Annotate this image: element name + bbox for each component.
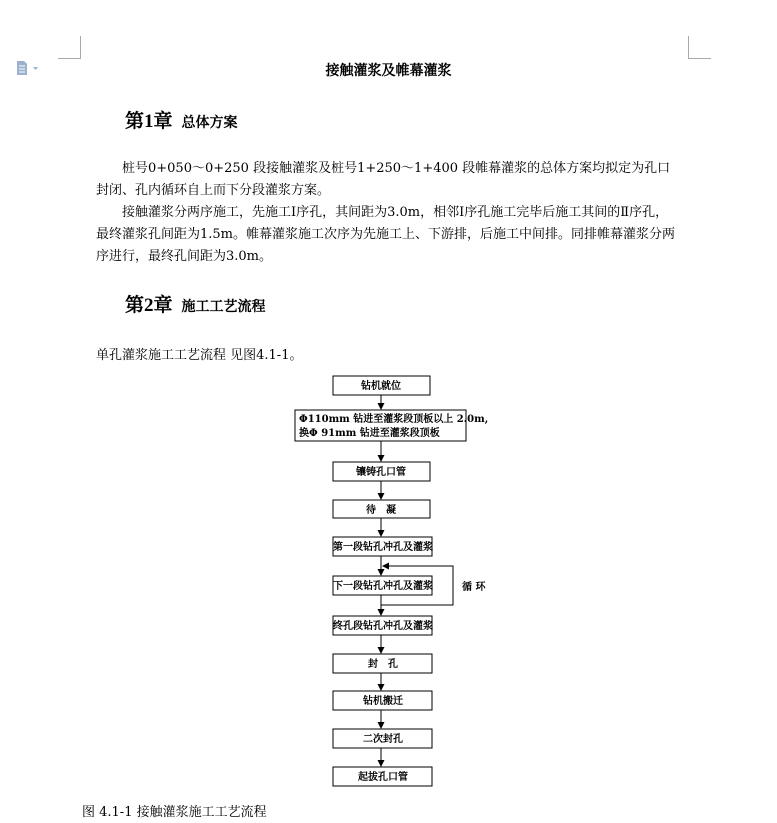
flow-label-final-stage: 终孔段钻孔冲孔及灌浆 <box>333 621 433 632</box>
chapter-1-name: 总体方案 <box>181 115 238 131</box>
chapter-2-intro: 单孔灌浆施工工艺流程 见图4.1-1。 <box>96 348 303 363</box>
chapter-1-number: 第1章 <box>125 111 173 132</box>
flow-label-second-seal: 二次封孔 <box>363 734 403 745</box>
flow-label-first-stage: 第一段钻孔冲孔及灌浆 <box>333 542 433 553</box>
document-title: 接触灌浆及帷幕灌浆 <box>325 63 452 79</box>
chapter-2-name: 施工工艺流程 <box>181 299 266 315</box>
flow-label-drilling-1: Φ110mm 钻进至灌浆段顶板以上 2.0m, <box>299 414 489 425</box>
paragraph-sequence: 接触灌浆分两序施工，先施工Ⅰ序孔，其间距为3.0m，相邻Ⅰ序孔施工完毕后施工其间的Ⅱ序孔，最终灌浆孔间距为1.5m。帷幕灌浆施工次序为先施工上、下游排，后施工中间排。同排帷幕灌浆分两序进行，最终孔间距为3.0m。 <box>96 205 676 264</box>
flow-label-rig-setup: 钻机就位 <box>361 381 401 392</box>
figure-caption: 图 4.1-1 接触灌浆施工工艺流程 <box>82 805 267 820</box>
flow-label-install-pipe: 镶铸孔口管 <box>356 467 406 478</box>
flow-label-pull-pipe: 起拔孔口管 <box>358 772 408 783</box>
flow-label-loop: 循 环 <box>462 582 486 593</box>
chapter-2-number: 第2章 <box>125 295 173 316</box>
paragraph-overall-plan: 桩号0+050～0+250 段接触灌浆及桩号1+250～1+400 段帷幕灌浆的总体方案均拟定为孔口封闭、孔内循环自上而下分段灌浆方案。 <box>96 161 671 198</box>
flow-label-move-rig: 钻机搬迁 <box>363 696 403 707</box>
flow-label-wait: 待 凝 <box>366 505 396 516</box>
flow-label-next-stage: 下一段钻孔冲孔及灌浆 <box>333 581 433 592</box>
flow-label-drilling-2: 换Φ 91mm 钻进至灌浆段顶板 <box>299 428 440 439</box>
flow-label-seal: 封 孔 <box>368 659 398 670</box>
